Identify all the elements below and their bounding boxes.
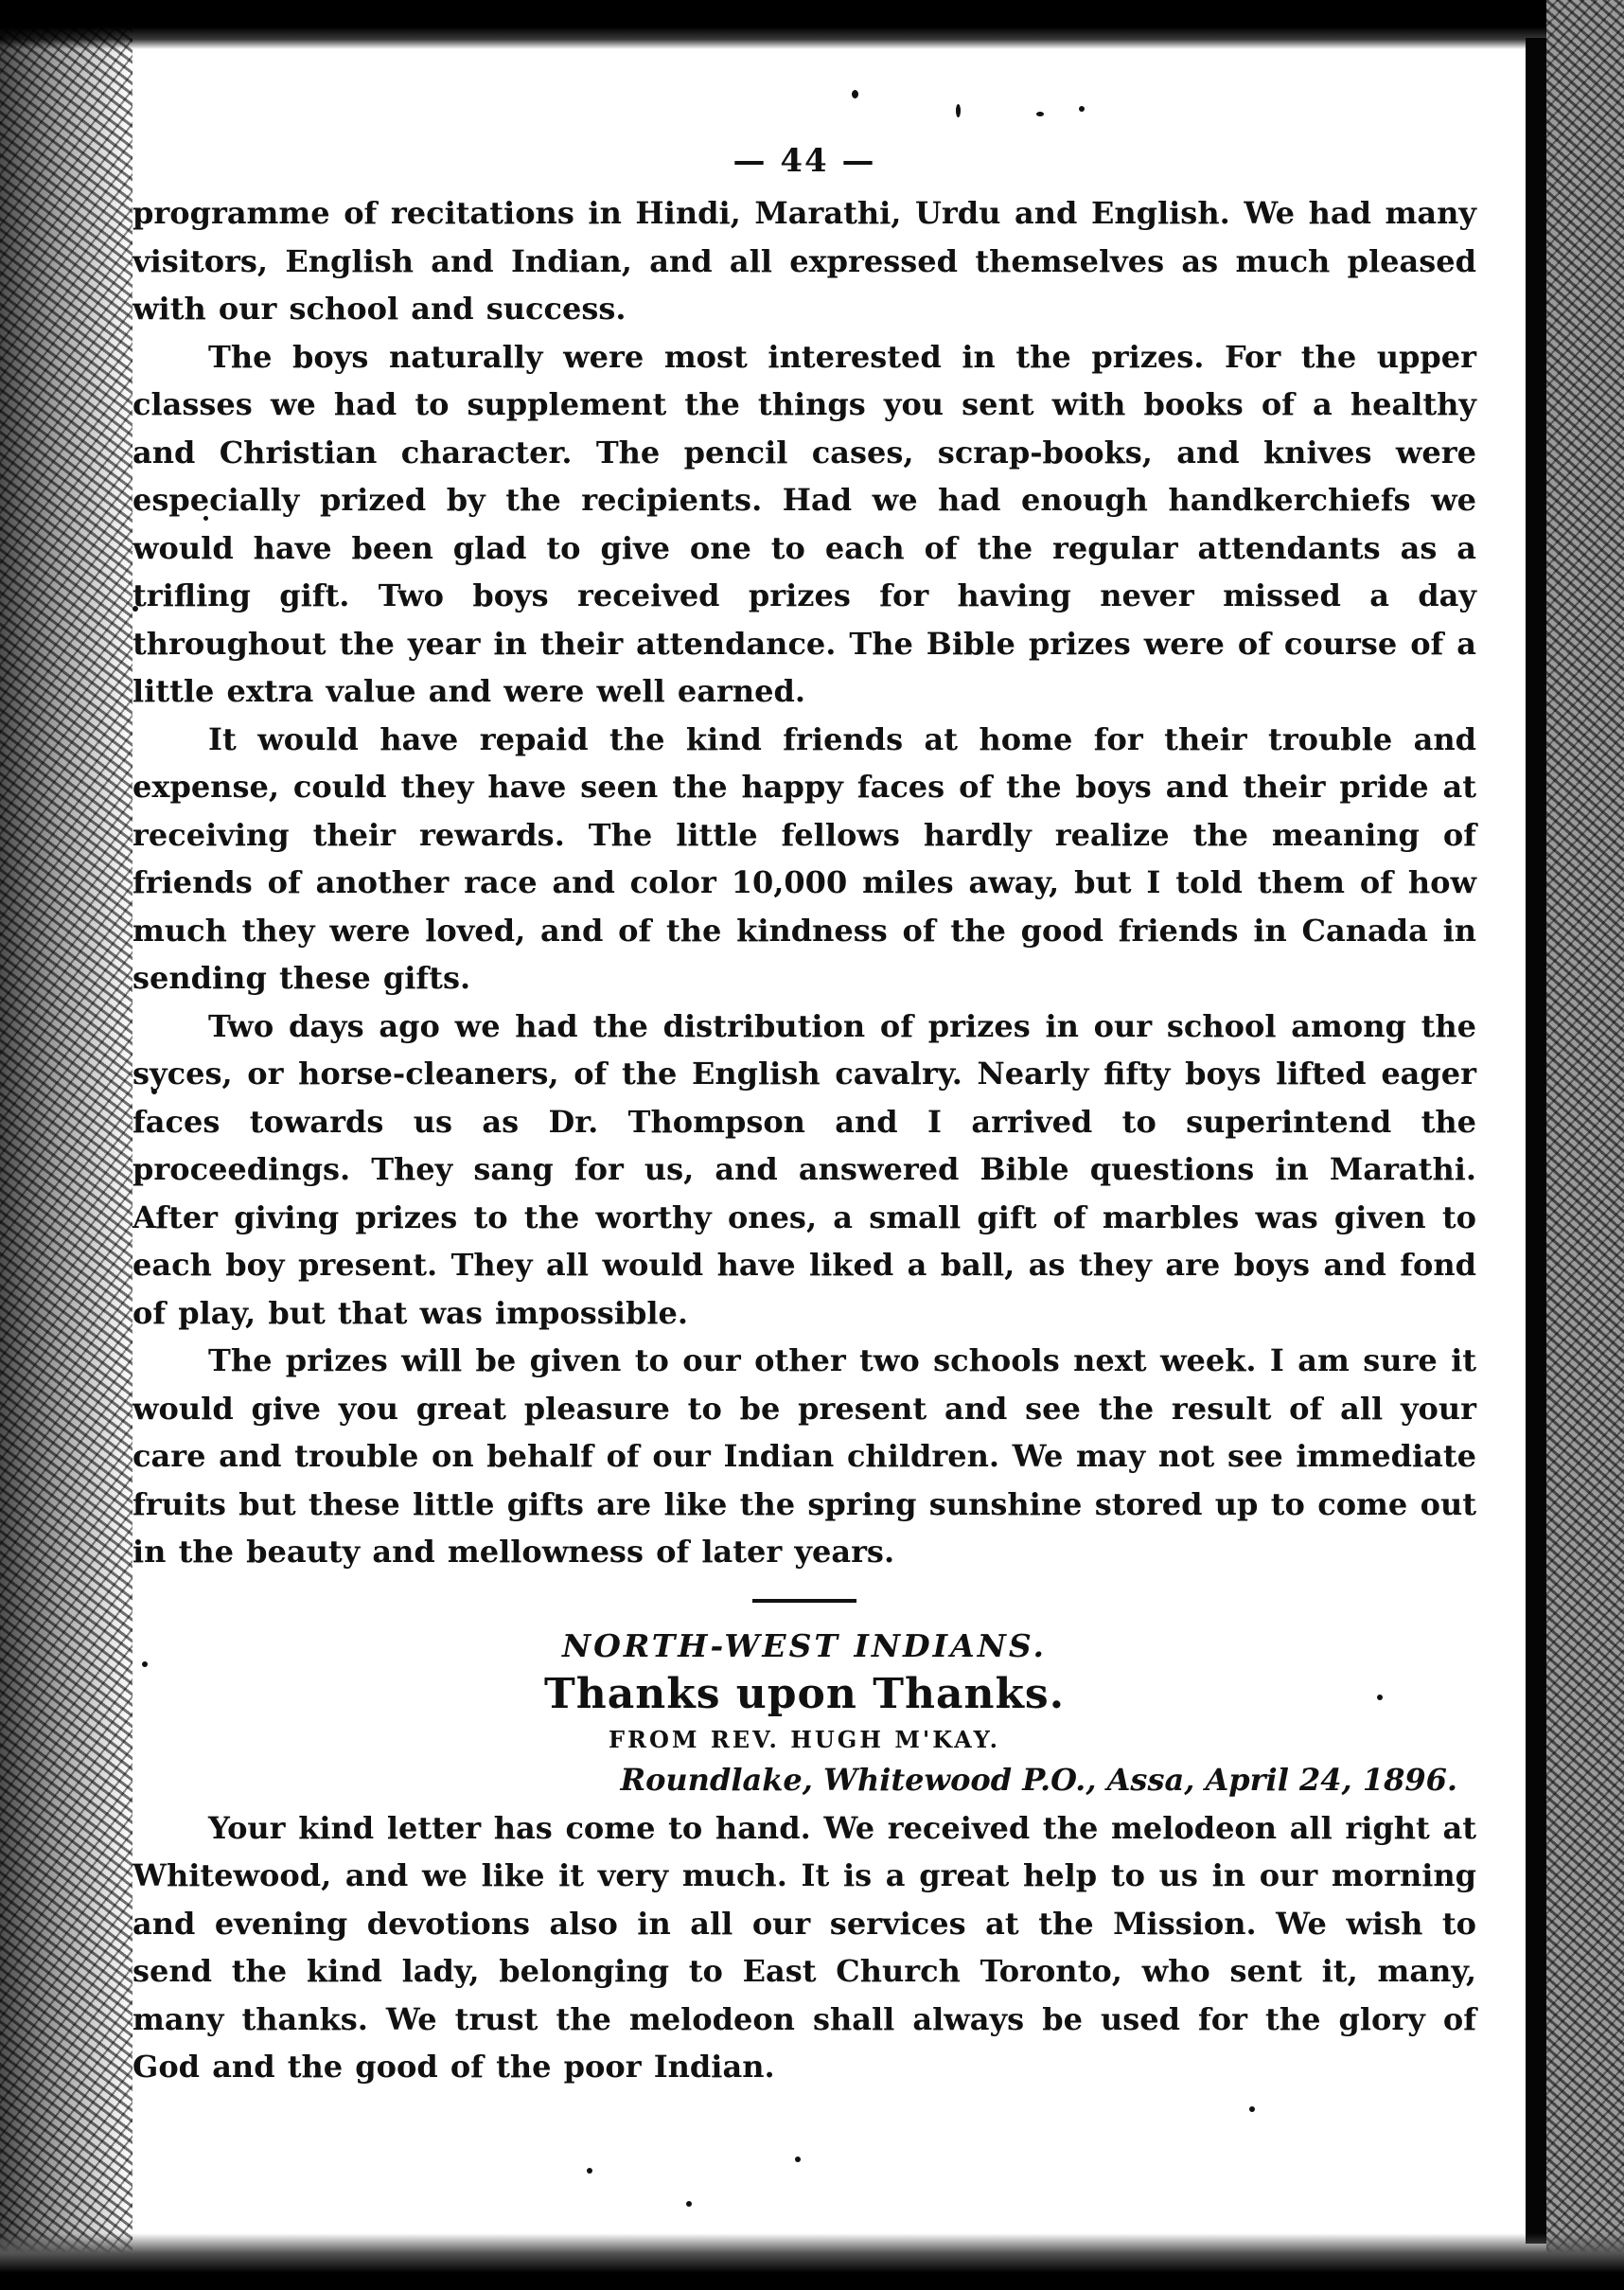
scan-edge-right [1546,0,1624,2290]
article-byline: FROM REV. HUGH M'KAY. [609,1725,1000,1753]
section-divider [752,1599,856,1603]
article-headline: Thanks upon Thanks. [543,1669,1066,1718]
paragraph-kind-friends: It would have repaid the kind friends at home for their trouble and expense, could they have seen the happy faces of the boys and their pride at receiving their rewards. The little fellows hardly realize the meaning of friends of another race and color 10,000 miles away, but I told them of how much they were loved, and of the kindness of the good friends in Canada in sending these gifts. [132,720,1476,996]
paragraph-recitations: programme of recitations in Hindi, Marathi, Urdu and English. We had many visitors, English and Indian, and all expressed themselves as much pleased with our school and success. [132,195,1476,327]
article-dateline: Roundlake, Whitewood P.O., Assa, April 24, 1896. [620,1761,1457,1798]
scan-edge-bottom [0,2233,1624,2290]
section-title: NORTH-WEST INDIANS. [561,1626,1048,1664]
scan-edge-top [0,0,1624,49]
page-number: — 44 — [733,142,876,180]
scan-edge-left [0,0,132,2290]
paragraph-prizes: The boys naturally were most interested in the prizes. For the upper classes we had to supplement the things you sent with books of a healthy and Christian character. The pencil cases, scrap-books, and knives were especially prized by the recipients. Had we had enough handkerchiefs we would have been glad to give one to each of the regular attendants as a trifling gift. Two boys received prizes for having never missed a day throughout the year in their attendance. The Bible prizes were of course of a little extra value and were well earned. [132,338,1476,709]
scan-edge-right-bar [1526,38,1546,2244]
page-content [132,142,1476,2091]
paragraph-other-schools: The prizes will be given to our other two schools next week. I am sure it would give you great pleasure to be present and see the result of all your care and trouble on behalf of our Indian children. We may not see immediate fruits but these little gifts are like the spring sunshine stored up to come out in the beauty and mellowness of later years. [132,1342,1476,1570]
paragraph-melodeon-letter: Your kind letter has come to hand. We received the melodeon all right at Whitewood, and we like it very much. It is a great help to us in our morning and evening devotions also in all our services at the Mission. We wish to send the kind lady, belonging to East Church Toronto, who sent it, many, many thanks. We trust the melodeon shall always be used for the glory of God and the good of the poor Indian. [132,1809,1476,2085]
paragraph-syces: Two days ago we had the distribution of prizes in our school among the syces, or horse-cleaners, of the English cavalry. Nearly fifty boys lifted eager faces towards us as Dr. Thompson and I arrived to superintend the proceedings. They sang for us, and answered Bible questions in Marathi. After giving prizes to the worthy ones, a small gift of marbles was given to each boy present. They all would have liked a ball, as they are boys and fond of play, but that was impossible. [132,1007,1476,1331]
